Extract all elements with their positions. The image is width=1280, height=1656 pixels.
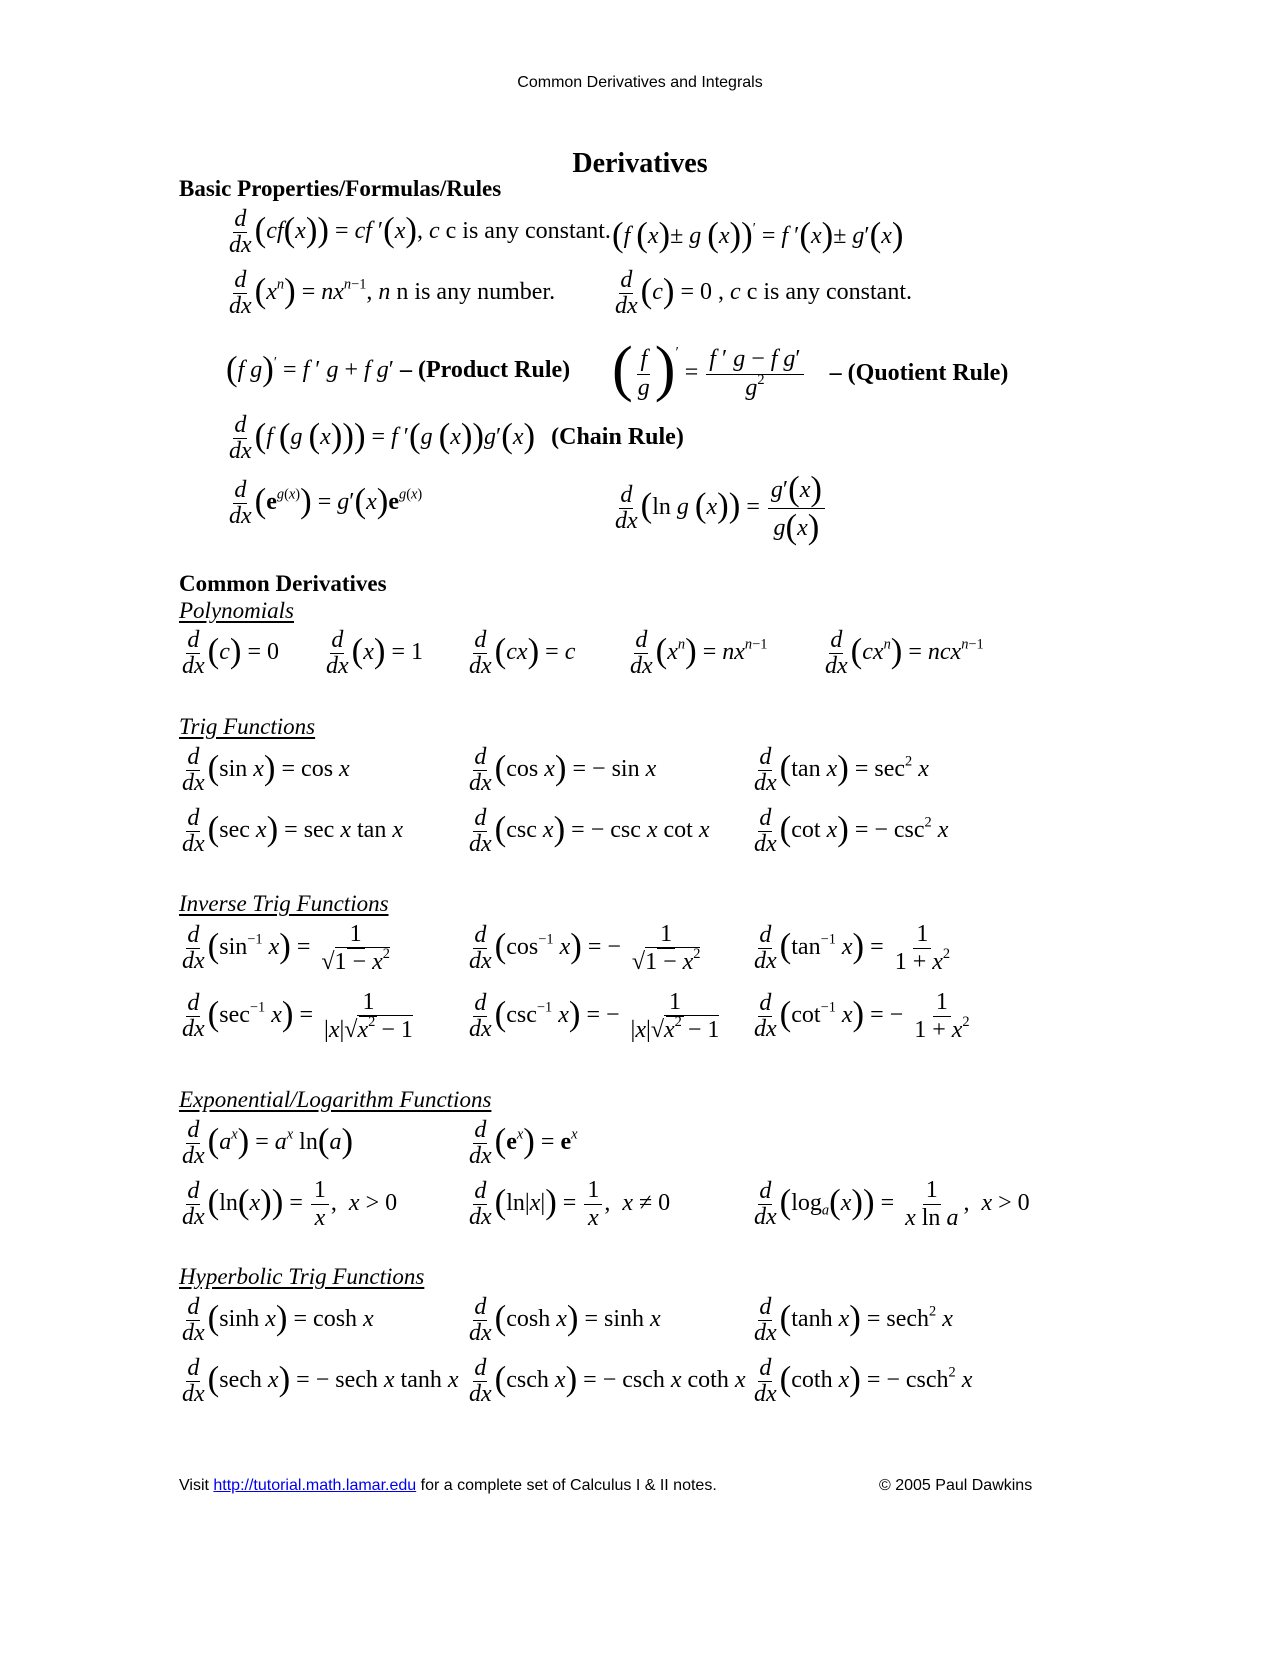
number-note: n is any number. <box>396 279 556 306</box>
quotient-rule-label: – (Quotient Rule) <box>829 359 1009 386</box>
formula-d-arccot: $\frac{d}{dx}$ ($\cot^{-1}$ x) = − $\frac{1}{1 + x^2}$ <box>754 989 970 1044</box>
constant-note-2: c is any constant. <box>746 279 912 306</box>
page-title: Derivatives <box>572 148 708 179</box>
subheading-hyperbolic: Hyperbolic Trig Functions <box>179 1264 425 1289</box>
formula-poly-cx: $\frac{d}{dx}$ (cx) = c <box>469 627 576 680</box>
formula-quotient-rule: ( $\frac{f}{g}$ )′ = $\frac{\text{f ′ g − f g′}}{g^2}$ – (Quotient Rule) <box>612 334 1009 403</box>
formula-d-sin: $\frac{d}{dx}$ (sin x) = cos x <box>182 744 350 797</box>
formula-poly-x: $\frac{d}{dx}$ (x) = 1 <box>326 627 424 680</box>
formula-poly-xn: $\frac{d}{dx}$ $(x^n) = nx^{n-1}$ <box>630 627 768 680</box>
formula-d-arctan: $\frac{d}{dx}$ ($\tan^{-1}$ x) = $\frac{1}{1 + x^2}$ <box>754 921 951 976</box>
section-heading-basic: Basic Properties/Formulas/Rules <box>179 176 502 201</box>
formula-d-sec: $\frac{d}{dx}$ (sec x) = sec x tan x <box>182 805 403 858</box>
section-heading-common: Common Derivatives <box>179 571 387 596</box>
copyright: © 2005 Paul Dawkins <box>879 1477 1033 1494</box>
formula-d-arccos: $\frac{d}{dx}$ ($\cos^{-1}$ x) = − $\frac{1}{√1 - x^2}$ <box>469 921 701 976</box>
product-rule-label: – (Product Rule) <box>399 357 571 384</box>
footer-visit: Visit <box>179 1477 209 1494</box>
formula-product-rule: (f g)′ = f ′ g + f g′ – (Product Rule) <box>226 349 571 388</box>
footer-note <box>179 1477 717 1495</box>
formula-d-arccsc: $\frac{d}{dx}$ ($\csc^{-1}$ x) = − $\frac{1}{|x|√x^2 - 1}$ <box>469 989 720 1044</box>
formula-constant-derivative: $\frac{d}{dx}$ (c) = 0 , c c is any constant. <box>615 267 912 320</box>
formula-d-cot: $\frac{d}{dx}$ (cot x) = − $\csc^2 x$ <box>754 805 949 858</box>
formula-d-tan: $\frac{d}{dx}$ (tan $x) = \sec^2 x$ <box>754 744 929 797</box>
formula-d-coth: $\frac{d}{dx}$ (coth x) = − csch$^2$ x <box>754 1355 973 1408</box>
formula-d-arcsin: $\frac{d}{dx}$ ($\sin^{-1}$ x) = $\frac{1}{√1 - x^2}$ <box>182 921 390 976</box>
formula-d-ax: $\frac{d}{dx}$ $(a^x) = a^x$ ln(a) <box>182 1117 354 1170</box>
subheading-exp-log: Exponential/Logarithm Functions <box>179 1087 492 1112</box>
running-header: Common Derivatives and Integrals <box>517 74 763 91</box>
formula-d-csch: $\frac{d}{dx}$ (csch x) = − csch x coth x <box>469 1355 746 1408</box>
footer-link[interactable]: http://tutorial.math.lamar.edu <box>213 1477 417 1494</box>
formula-d-cos: $\frac{d}{dx}$ (cos x) = − sin x <box>469 744 657 797</box>
formula-d-sinh: $\frac{d}{dx}$ (sinh x) = cosh x <box>182 1294 374 1347</box>
chain-rule-label: (Chain Rule) <box>551 424 684 451</box>
formula-poly-constant: $\frac{d}{dx}$ (c) = 0 <box>182 627 280 680</box>
subheading-inverse-trig: Inverse Trig Functions <box>179 891 389 916</box>
formula-d-ln-absx: $\frac{d}{dx}$ (ln|x|) = $\frac{1}{x}$ , x ≠ 0 <box>469 1177 671 1232</box>
formula-d-lnx: $\frac{d}{dx}$ (ln(x)) = $\frac{1}{x}$ , x > 0 <box>182 1177 398 1232</box>
formula-exp-chain: $\frac{d}{dx}$ $(e^{g(x)}) = g'(x)e^{g(x)}$ <box>229 477 423 530</box>
formula-constant-multiple: $\frac{d}{dx}$ (cf(x)) = cf ′(x), c c is any constant. <box>229 206 611 259</box>
constant-note: c is any constant. <box>445 218 611 245</box>
formula-d-cosh: $\frac{d}{dx}$ (cosh x) = sinh x <box>469 1294 661 1347</box>
formula-d-tanh: $\frac{d}{dx}$ (tanh x) = sech$^2$ x <box>754 1294 953 1347</box>
footer-suffix: for a complete set of Calculus I & II notes. <box>420 1477 717 1494</box>
formula-chain-rule: $\frac{d}{dx}$ (f (g (x))) = f ′(g (x))g′(x) (Chain Rule) <box>229 412 684 465</box>
formula-power-rule: $\frac{d}{dx}$ $(x^n) = nx^{n-1}$, n n is any number. <box>229 267 556 320</box>
subheading-trig: Trig Functions <box>179 714 316 739</box>
formula-d-sech: $\frac{d}{dx}$ (sech x) = − sech x tanh x <box>182 1355 459 1408</box>
formula-d-ex: $\frac{d}{dx}$ $(e^x) = e^x$ <box>469 1117 578 1170</box>
formula-d-arcsec: $\frac{d}{dx}$ ($\sec^{-1}$ x) = $\frac{1}{|x|√x^2 - 1}$ <box>182 989 413 1044</box>
formula-log-chain: $\frac{d}{dx}$ (ln g (x)) = $\frac{g'(x)}{g(x)}$ <box>612 472 827 545</box>
formula-d-logax: $\frac{d}{dx}$ $(\log_a(x))$ = $\frac{1}{\text{x ln a}}$ , x > 0 <box>754 1177 1030 1232</box>
formula-poly-cxn: $\frac{d}{dx}$ $(cx^n) = ncx^{n-1}$ <box>825 627 984 680</box>
formula-d-csc: $\frac{d}{dx}$ (csc x) = − csc x cot x <box>469 805 710 858</box>
formula-sum-rule: (f (x)± g (x))′ = f ′(x)± g′(x) <box>612 215 904 254</box>
subheading-polynomials: Polynomials <box>179 598 294 623</box>
